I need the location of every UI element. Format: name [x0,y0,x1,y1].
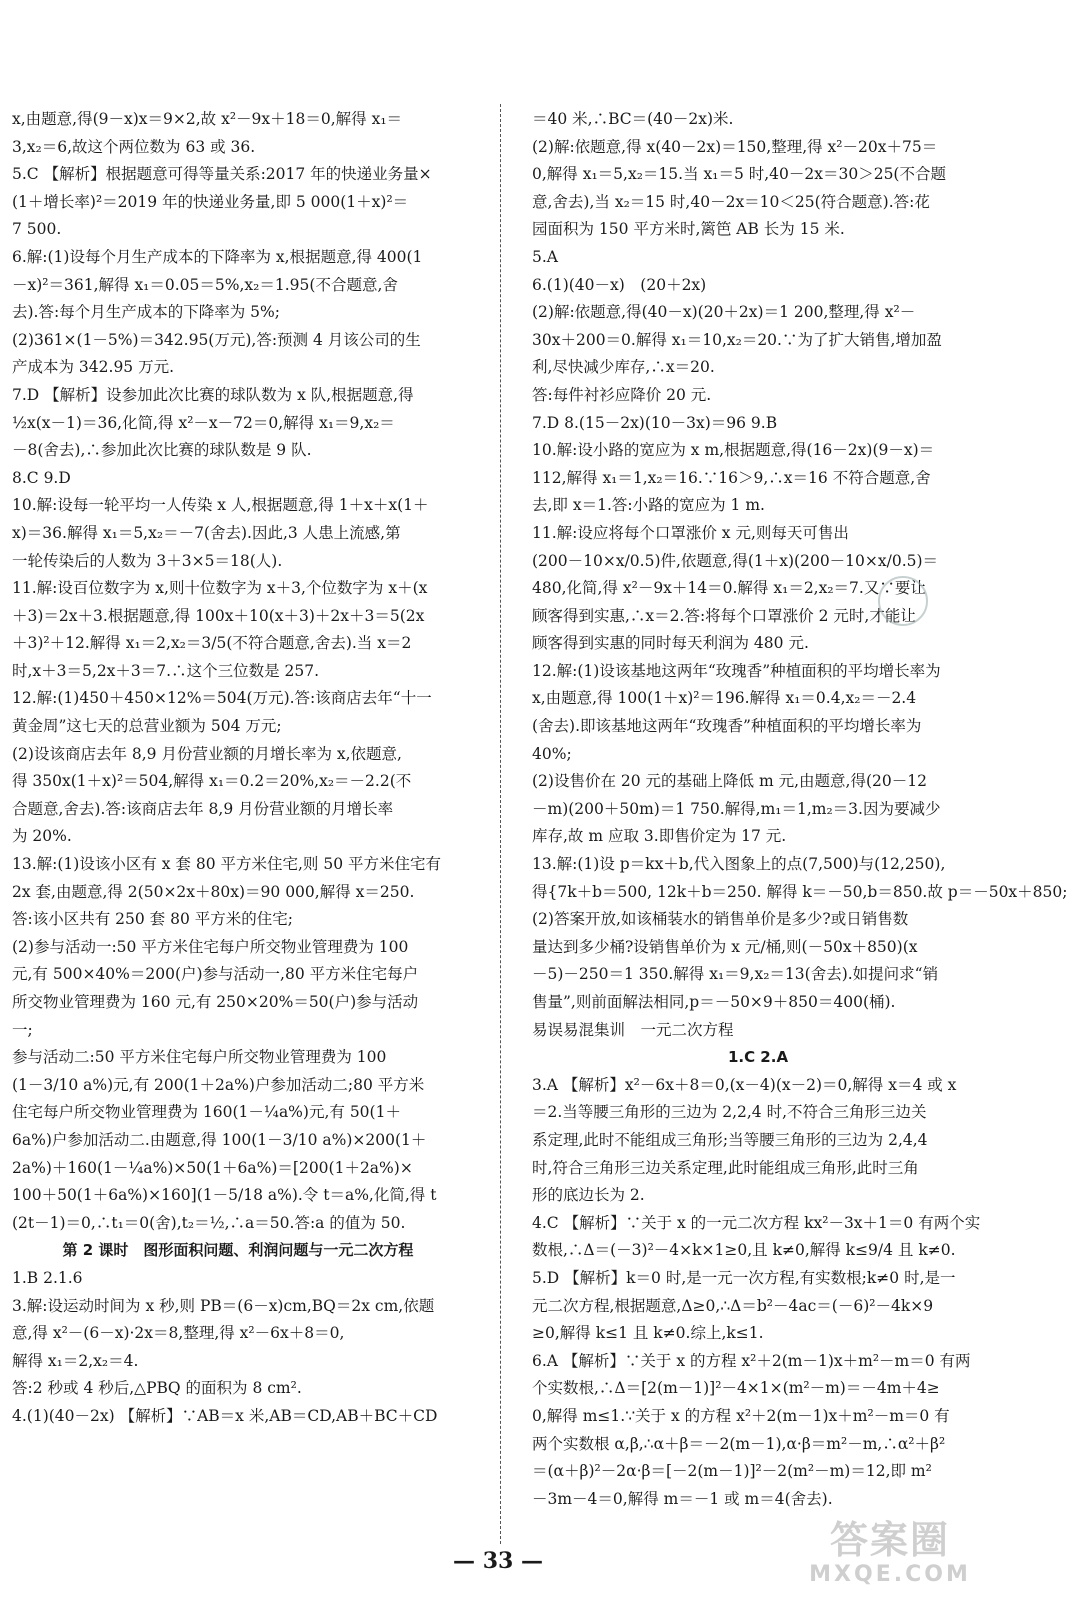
text-line: 元,有 500×40%＝200(户)参与活动一,80 平方米住宅每户 [12,965,419,984]
text-line: 6.A 【解析】∵关于 x 的方程 x²＋2(m－1)x＋m²－m＝0 有两 [532,1351,971,1370]
text-line: 100＋50(1＋6a%)×160](1－5/18 a%).令 t＝a%,化简,得 t [12,1186,437,1205]
text-line: 答:每件衬衫应降价 20 元. [532,385,712,404]
text-line: ＝40 米,∴BC＝(40－2x)米. [532,110,734,128]
text-line: 1.B 2.1.6 [12,1268,83,1287]
text-line: －x)²＝361,解得 x₁＝0.05＝5%,x₂＝1.95(不合题意,舍 [12,275,398,294]
left-column [12,106,464,1431]
text-line: x)＝36.解得 x₁＝5,x₂＝－7(舍去).因此,3 人患上流感,第 [12,523,401,542]
text-line: (2)361×(1－5%)＝342.95(万元),答:预测 4 月该公司的生 [12,330,421,349]
text-line: 意,舍去),当 x₂＝15 时,40－2x＝10＜25(符合题意).答:花 [532,192,930,211]
text-line: 参与活动二:50 平方米住宅每户所交物业管理费为 100 [12,1048,387,1067]
text-line: (2t－1)＝0,∴t₁＝0(舍),t₂＝½,∴a＝50.答:a 的值为 50. [12,1213,406,1232]
text-line: 13.解:(1)设 p＝kx＋b,代入图象上的点(7,500)与(12,250), [532,855,946,874]
text-line: 10.解:设每一轮平均一人传染 x 人,根据题意,得 1＋x＋x(1＋ [12,496,429,515]
text-line: 住宅每户所交物业管理费为 160(1－¼a%)元,有 50(1＋ [12,1103,401,1122]
text-line: 顾客得到实惠的同时每天利润为 480 元. [532,634,809,653]
text-line: －m)(200＋50m)＝1 750.解得,m₁＝1,m₂＝3.因为要减少 [532,799,941,818]
text-line: 系定理,此时不能组成三角形;当等腰三角形的三边为 2,4,4 [532,1130,928,1149]
text-line: 0,解得 x₁＝5,x₂＝15.当 x₁＝5 时,40－2x＝30＞25(不合题 [532,165,946,184]
text-line: 11.解:设百位数字为 x,则十位数字为 x＋3,个位数字为 x＋(x [12,579,428,598]
text-line: 7.D 【解析】设参加此次比赛的球队数为 x 队,根据题意,得 [12,385,414,404]
text-line: x,由题意,得 100(1＋x)²＝196.解得 x₁＝0.4,x₂＝－2.4 [532,689,917,708]
text-line: －5)－250＝1 350.解得 x₁＝9,x₂＝13(舍去).如提问求“销 [532,965,939,984]
text-line: 112,解得 x₁＝1,x₂＝16.∵16＞9,∴x＝16 不符合题意,舍 [532,468,931,487]
text-line: 园面积为 150 平方米时,篱笆 AB 长为 15 米. [532,220,845,239]
text-line: ½x(x－1)＝36,化简,得 x²－x－72＝0,解得 x₁＝9,x₂＝ [12,413,395,432]
text-line: 7 500. [12,220,62,239]
text-line: ＋3)²＋12.解得 x₁＝2,x₂＝3/5(不符合题意,舍去).当 x＝2 [12,634,412,653]
text-line: 一轮传染后的人数为 3＋3×5＝18(人). [12,551,283,570]
text-line: (200－10×x/0.5)件,依题意,得(1＋x)(200－10×x/0.5)＝ [532,551,939,570]
section-title: 第 2 课时 图形面积问题、利润问题与一元二次方程 [62,1241,414,1260]
text-line: (2)解:依题意,得(40－x)(20＋2x)＝1 200,整理,得 x²－ [532,303,916,322]
text-line: 11.解:设应将每个口罩涨价 x 元,则每天可售出 [532,523,849,542]
text-line: 2a%)＋160(1－¼a%)×50(1＋6a%)＝[200(1＋2a%)× [12,1158,413,1177]
text-line: (2)设售价在 20 元的基础上降低 m 元,由题意,得(20－12 [532,772,927,791]
text-line: (2)参与活动一:50 平方米住宅每户所交物业管理费为 100 [12,937,409,956]
text-line: 480,化简,得 x²－9x＋14＝0.解得 x₁＝2,x₂＝7.又∵要让 [532,579,926,598]
text-line: 解得 x₁＝2,x₂＝4. [12,1351,139,1370]
text-line: 顾客得到实惠,∴x＝2.答:将每个口罩涨价 2 元时,才能让 [532,606,916,625]
text-line: 两个实数根 α,β,∴α＋β＝－2(m－1),α·β＝m²－m,∴α²＋β² [532,1434,946,1453]
text-line: (2)解:依题意,得 x(40－2x)＝150,整理,得 x²－20x＋75＝ [532,137,938,156]
text-line: 一; [12,1020,33,1039]
text-line: 5.C 【解析】根据题意可得等量关系:2017 年的快递业务量× [12,165,432,184]
text-line: 黄金周”这七天的总营业额为 504 万元; [12,717,282,736]
text-line: 个实数根,∴Δ＝[2(m－1)]²－4×1×(m²－m)＝－4m＋4≥ [532,1379,940,1398]
text-line: (2)答案开放,如该桶装水的销售单价是多少?或日销售数 [532,910,909,929]
text-line: －3m－4＝0,解得 m＝－1 或 m＝4(舍去). [532,1489,833,1508]
text-line: 答:2 秒或 4 秒后,△PBQ 的面积为 8 cm². [12,1379,302,1398]
text-line: 6a%)户参加活动二.由题意,得 100(1－3/10 a%)×200(1＋ [12,1130,427,1149]
watermark-top: 答案圈 [829,1518,950,1562]
text-line: ＋3)＝2x＋3.根据题意,得 100x＋10(x＋3)＋2x＋3＝5(2x [12,606,425,625]
text-line: 元二次方程,根据题意,Δ≥0,∴Δ＝b²－4ac＝(－6)²－4k×9 [532,1296,934,1315]
text-line: 3,x₂＝6,故这个两位数为 63 或 36. [12,137,256,156]
text-line: 得 350x(1＋x)²＝504,解得 x₁＝0.2＝20%,x₂＝－2.2(不 [12,772,412,791]
text-line: 3.A 【解析】x²－6x＋8＝0,(x－4)(x－2)＝0,解得 x＝4 或 x [532,1075,957,1094]
text-line: 易误易混集训 一元二次方程 [532,1020,734,1039]
column-divider [500,104,501,1544]
text-line: 5.D 【解析】k＝0 时,是一元一次方程,有实数根;k≠0 时,是一 [532,1268,956,1287]
text-line: 去,即 x＝1.答:小路的宽应为 1 m. [532,496,765,515]
text-line: 40%; [532,744,572,763]
text-line: (1－3/10 a%)元,有 200(1＋2a%)户参加活动二;80 平方米 [12,1075,425,1094]
text-line: 所交物业管理费为 160 元,有 250×20%＝50(户)参与活动 [12,993,419,1011]
page-number: — 33 — [453,1548,543,1574]
watermark-bottom: MXQE.COM [809,1562,971,1587]
text-line: 数根,∴Δ＝(－3)²－4×k×1≥0,且 k≠0,解得 k≤9/4 且 k≠0. [532,1241,956,1260]
text-line: 时,x＋3＝5,2x＋3＝7.∴这个三位数是 257. [12,661,320,680]
text-line: 5.A [532,247,558,266]
text-line: 形的底边长为 2. [532,1186,645,1205]
right-column [532,106,1067,1513]
text-line: 6.(1)(40－x) (20＋2x) [532,275,707,294]
section-title: 1.C 2.A [727,1048,789,1067]
text-line: 8.C 9.D [12,468,71,487]
text-line: 产成本为 342.95 万元. [12,358,175,377]
text-line: ＝2.当等腰三角形的三边为 2,2,4 时,不符合三角形三边关 [532,1103,927,1122]
text-line: 10.解:设小路的宽应为 x m,根据题意,得(16－2x)(9－x)＝ [532,441,935,460]
text-line: 量达到多少桶?设销售单价为 x 元/桶,则(－50x＋850)(x [532,937,918,956]
text-line: (舍去).即该基地这两年“玫瑰香”种植面积的平均增长率为 [532,717,922,736]
text-line: (1＋增长率)²＝2019 年的快递业务量,即 5 000(1＋x)²＝ [12,192,409,211]
text-line: 6.解:(1)设每个月生产成本的下降率为 x,根据题意,得 400(1 [12,247,423,266]
text-line: 12.解:(1)设该基地这两年“玫瑰香”种植面积的平均增长率为 [532,661,941,680]
text-line: ＝(α＋β)²－2α·β＝[－2(m－1)]²－2(m²－m)＝12,即 m² [532,1462,932,1481]
text-line: －8(舍去),∴参加此次比赛的球队数是 9 队. [12,441,312,460]
text-line: 合题意,舍去).答:该商店去年 8,9 月份营业额的月增长率 [12,799,394,818]
text-line: 意,得 x²－(6－x)·2x＝8,整理,得 x²－6x＋8＝0, [12,1324,345,1343]
text-line: 7.D 8.(15－2x)(10－3x)＝96 9.B [532,413,778,432]
text-line: 答:该小区共有 250 套 80 平方米的住宅; [12,910,293,929]
text-line: 30x＋200＝0.解得 x₁＝10,x₂＝20.∵为了扩大销售,增加盈 [532,330,942,349]
text-line: x,由题意,得(9－x)x＝9×2,故 x²－9x＋18＝0,解得 x₁＝ [12,110,403,128]
text-line: 3.解:设运动时间为 x 秒,则 PB＝(6－x)cm,BQ＝2x cm,依题 [12,1296,435,1315]
text-line: 库存,故 m 应取 3.即售价定为 17 元. [532,827,787,846]
text-line: 售量”,则前面解法相同,p＝－50×9＋850＝400(桶). [532,993,896,1011]
text-line: 0,解得 m≤1.∵关于 x 的方程 x²＋2(m－1)x＋m²－m＝0 有 [532,1406,950,1425]
text-line: (2)设该商店去年 8,9 月份营业额的月增长率为 x,依题意, [12,744,402,763]
text-line: 4.C 【解析】∵关于 x 的一元二次方程 kx²－3x＋1＝0 有两个实 [532,1213,981,1232]
text-line: 13.解:(1)设该小区有 x 套 80 平方米住宅,则 50 平方米住宅有 [12,855,442,874]
text-line: 2x 套,由题意,得 2(50×2x＋80x)＝90 000,解得 x＝250. [12,882,415,901]
text-line: 12.解:(1)450＋450×12%＝504(万元).答:该商店去年“十一 [12,689,432,708]
stamp-mark [878,576,928,626]
text-line: 为 20%. [12,827,72,846]
text-line: 利,尽快减少库存,∴x＝20. [532,358,715,377]
text-line: 得{7k＋b＝500, 12k＋b＝250. 解得 k＝－50,b＝850.故 p＝－50x＋850; [532,882,1067,901]
watermark-logo [800,1518,980,1594]
text-line: 4.(1)(40－2x) 【解析】∵AB＝x 米,AB＝CD,AB＋BC＋CD [12,1406,438,1425]
text-line: ≥0,解得 k≤1 且 k≠0.综上,k≤1. [532,1324,764,1343]
text-line: 时,符合三角形三边关系定理,此时能组成三角形,此时三角 [532,1158,919,1177]
text-line: 去).答:每个月生产成本的下降率为 5%; [12,303,280,322]
